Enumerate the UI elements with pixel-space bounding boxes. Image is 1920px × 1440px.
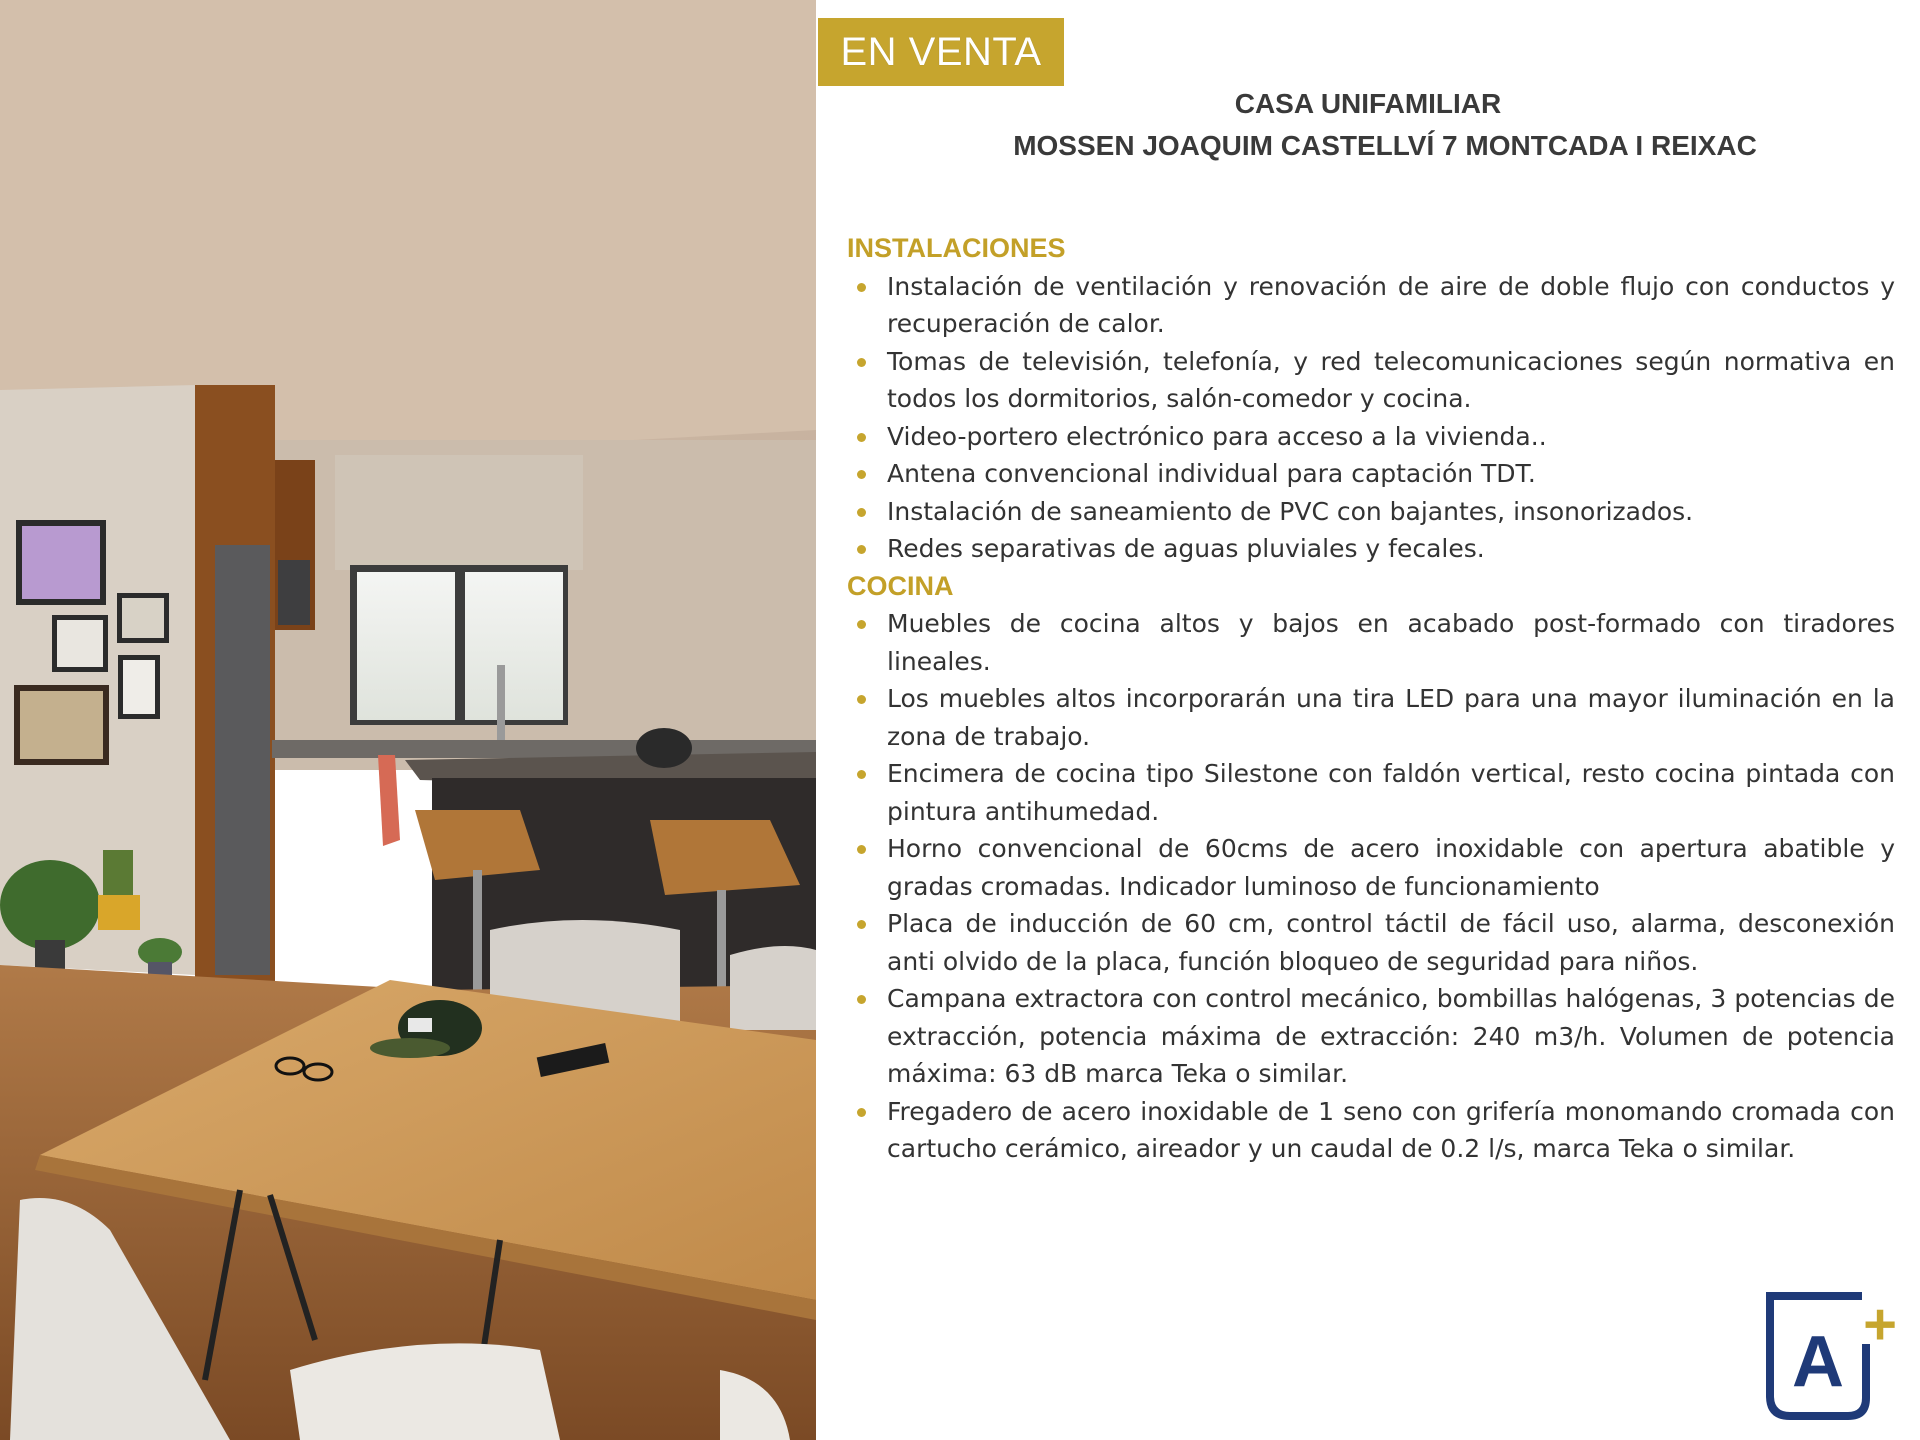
list-item: Muebles de cocina altos y bajos en acabado post-formado con tiradores lineales. (847, 605, 1895, 680)
property-address: MOSSEN JOAQUIM CASTELLVÍ 7 MONTCADA I REIXAC (1013, 130, 1757, 161)
list-item: Instalación de saneamiento de PVC con bajantes, insonorizados. (847, 493, 1895, 531)
section-heading-cocina: COCINA (847, 570, 954, 601)
specifications (847, 230, 1895, 1168)
company-logo (1762, 1286, 1910, 1422)
list-item: Placa de inducción de 60 cm, control táctil de fácil uso, alarma, desconexión anti olvido de la placa, función bloqueo de seguridad para niños. (847, 905, 1895, 980)
list-item: Encimera de cocina tipo Silestone con faldón vertical, resto cocina pintada con pintura antihumedad. (847, 755, 1895, 830)
logo-letter: A (1792, 1322, 1844, 1402)
logo-plus-icon: + (1863, 1292, 1897, 1357)
list-item: Campana extractora con control mecánico, bombillas halógenas, 3 potencias de extracción, potencia máxima de extracción: 240 m3/h. Volumen de potencia máxima: 63 dB marca Teka o similar. (847, 980, 1895, 1093)
property-type: CASA UNIFAMILIAR (1234, 88, 1502, 119)
list-item: Tomas de televisión, telefonía, y red telecomunicaciones según normativa en todos los dormitorios, salón-comedor y cocina. (847, 343, 1895, 418)
list-item: Video-portero electrónico para acceso a la vivienda.. (847, 418, 1895, 456)
for-sale-badge-label: EN VENTA (840, 29, 1042, 74)
list-item: Redes separativas de aguas pluviales y fecales. (847, 530, 1895, 568)
section-heading-instalaciones: INSTALACIONES (847, 233, 1066, 263)
list-item: Antena convencional individual para captación TDT. (847, 455, 1895, 493)
list-item: Los muebles altos incorporarán una tira LED para una mayor iluminación en la zona de trabajo. (847, 680, 1895, 755)
cocina-list (847, 605, 1895, 1168)
instalaciones-list (847, 268, 1895, 568)
list-item: Fregadero de acero inoxidable de 1 seno con grifería monomando cromada con cartucho cerámico, aireador y un caudal de 0.2 l/s, marca Teka o similar. (847, 1093, 1895, 1168)
list-item: Instalación de ventilación y renovación de aire de doble flujo con conductos y recuperación de calor. (847, 268, 1895, 343)
kitchen-render-image (0, 0, 816, 1440)
for-sale-badge (818, 18, 1064, 86)
list-item: Horno convencional de 60cms de acero inoxidable con apertura abatible y gradas cromadas. Indicador luminoso de funcionamiento (847, 830, 1895, 905)
